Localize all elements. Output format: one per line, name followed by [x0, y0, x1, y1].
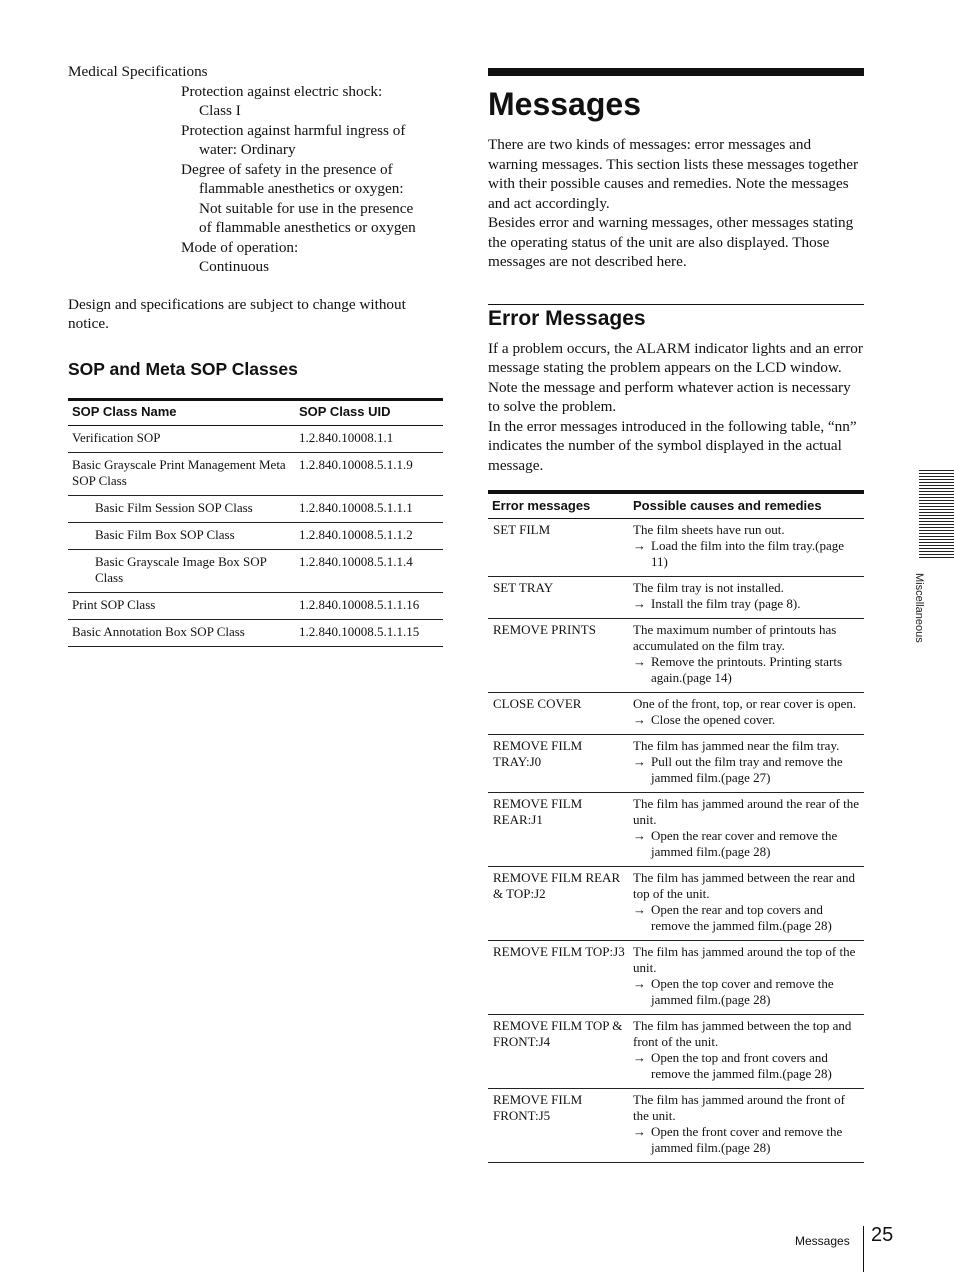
sop-class-name: Basic Annotation Box SOP Class — [68, 619, 295, 646]
sop-class-name: Basic Grayscale Image Box SOP Class — [68, 549, 295, 592]
cause-text: The film sheets have run out. — [633, 522, 785, 537]
sop-class-name: Basic Grayscale Print Management Meta SOP Class — [68, 452, 295, 495]
section-tab-label — [912, 573, 926, 653]
page-number: 25 — [871, 1224, 894, 1246]
table-row — [488, 793, 864, 867]
cause-remedy-cell — [629, 867, 864, 941]
table-row — [68, 425, 443, 452]
remedy-text: Open the top and front covers and remove the jammed film.(page 28) — [651, 1050, 832, 1081]
sop-class-uid: 1.2.840.10008.1.1 — [295, 425, 443, 452]
table-row — [488, 519, 864, 577]
error-message: SET FILM — [488, 519, 629, 577]
error-message: REMOVE PRINTS — [488, 619, 629, 693]
spec-label: Protection against electric shock: — [181, 82, 383, 100]
remedy — [633, 712, 860, 728]
remedy-text: Open the rear and top covers and remove the jammed film.(page 28) — [651, 902, 832, 933]
column-header-error-messages: Error messages — [488, 492, 629, 519]
sop-class-uid: 1.2.840.10008.5.1.1.4 — [295, 549, 443, 592]
section-rule — [488, 304, 864, 305]
column-header-causes-remedies: Possible causes and remedies — [629, 492, 864, 519]
spec-value: Class I — [199, 102, 241, 119]
left-column — [68, 62, 444, 647]
footer-section-label: Messages — [795, 1234, 850, 1248]
spec-label: Degree of safety in the presence of — [181, 160, 393, 178]
sop-class-uid: 1.2.840.10008.5.1.1.2 — [295, 522, 443, 549]
table-row — [488, 735, 864, 793]
sop-class-name: Basic Film Box SOP Class — [68, 522, 295, 549]
table-row — [68, 495, 443, 522]
table-row — [488, 941, 864, 1015]
table-row — [488, 867, 864, 941]
error-message: REMOVE FILM REAR & TOP:J2 — [488, 867, 629, 941]
remedy-text: Load the film into the film tray.(page 11) — [651, 538, 845, 569]
spec-label: Protection against harmful ingress of — [181, 121, 406, 139]
remedy — [633, 1124, 860, 1156]
error-message: REMOVE FILM FRONT:J5 — [488, 1089, 629, 1163]
cause-remedy-cell — [629, 519, 864, 577]
intro-paragraph: There are two kinds of messages: error messages and warning messages. This section lists these messages together with their possible causes and remedies. Note the messages and act accordingly. — [488, 136, 859, 212]
remedy-text: Open the front cover and remove the jammed film.(page 28) — [651, 1124, 843, 1155]
remedy — [633, 902, 860, 934]
remedy-text: Remove the printouts. Printing starts again.(page 14) — [651, 654, 843, 685]
cause-remedy-cell — [629, 793, 864, 867]
arrow-right-icon: → — [633, 538, 646, 553]
arrow-right-icon: → — [633, 754, 646, 769]
cause-text: The film has jammed around the front of the unit. — [633, 1092, 845, 1123]
sop-class-uid: 1.2.840.10008.5.1.1.16 — [295, 592, 443, 619]
section-tab-text: Miscellaneous — [913, 573, 925, 643]
error-message: SET TRAY — [488, 577, 629, 619]
title-rule — [488, 68, 864, 76]
arrow-right-icon: → — [633, 1050, 646, 1065]
arrow-right-icon: → — [633, 712, 646, 727]
column-header-sop-class-uid: SOP Class UID — [295, 399, 443, 425]
spec-electric-shock — [68, 82, 444, 121]
arrow-right-icon: → — [633, 828, 646, 843]
cause-remedy-cell — [629, 577, 864, 619]
cause-text: The maximum number of printouts has accumulated on the film tray. — [633, 622, 837, 653]
remedy — [633, 1050, 860, 1082]
cause-remedy-cell — [629, 941, 864, 1015]
cause-text: One of the front, top, or rear cover is open. — [633, 696, 857, 711]
sop-class-uid: 1.2.840.10008.5.1.1.1 — [295, 495, 443, 522]
table-row — [68, 592, 443, 619]
cause-remedy-cell — [629, 735, 864, 793]
intro-text — [488, 135, 864, 272]
error-message: REMOVE FILM TOP:J3 — [488, 941, 629, 1015]
cause-remedy-cell — [629, 619, 864, 693]
arrow-right-icon: → — [633, 654, 646, 669]
spec-label: Mode of operation: — [181, 238, 299, 256]
specifications-notice: Design and specifications are subject to change without notice. — [68, 295, 406, 332]
table-row — [488, 577, 864, 619]
error-message: REMOVE FILM TOP & FRONT:J4 — [488, 1015, 629, 1089]
remedy-text: Open the top cover and remove the jammed film.(page 28) — [651, 976, 834, 1007]
page-title: Messages — [488, 86, 641, 122]
error-messages-heading: Error Messages — [488, 306, 646, 330]
sop-class-name: Verification SOP — [68, 425, 295, 452]
sop-classes-table — [68, 398, 443, 647]
spec-value-line: of flammable anesthetics or oxygen — [199, 219, 416, 236]
intro-paragraph: Besides error and warning messages, other messages stating the operating status of the unit are also displayed. Those messages are not described here. — [488, 214, 854, 270]
spec-safety-anesthetics — [68, 160, 444, 238]
sop-classes-heading: SOP and Meta SOP Classes — [68, 358, 298, 379]
remedy-text: Open the rear cover and remove the jammed film.(page 28) — [651, 828, 838, 859]
remedy-text: Close the opened cover. — [651, 712, 776, 727]
cause-remedy-cell — [629, 1089, 864, 1163]
table-row — [488, 693, 864, 735]
spec-value-line: flammable anesthetics or oxygen: — [199, 180, 404, 197]
cause-remedy-cell — [629, 693, 864, 735]
remedy-text: Install the film tray (page 8). — [651, 596, 801, 611]
remedy — [633, 654, 860, 686]
table-row — [488, 1089, 864, 1163]
spec-value-line: Not suitable for use in the presence — [199, 199, 414, 217]
arrow-right-icon: → — [633, 596, 646, 611]
table-row — [68, 549, 443, 592]
spec-value: water: Ordinary — [199, 141, 296, 158]
arrow-right-icon: → — [633, 1124, 646, 1139]
table-row — [68, 619, 443, 646]
sop-class-name: Basic Film Session SOP Class — [68, 495, 295, 522]
table-row — [68, 522, 443, 549]
right-column — [488, 68, 864, 1163]
cause-text: The film has jammed around the top of the unit. — [633, 944, 856, 975]
cause-text: The film has jammed near the film tray. — [633, 738, 840, 753]
table-header-row — [68, 399, 443, 425]
remedy — [633, 828, 860, 860]
error-intro-paragraph: If a problem occurs, the ALARM indicator lights and an error message stating the problem appears on the LCD window. Note the message and perform whatever action is necessary to solve the problem. — [488, 339, 863, 415]
error-message: REMOVE FILM REAR:J1 — [488, 793, 629, 867]
cause-remedy-cell — [629, 1015, 864, 1089]
remedy — [633, 976, 860, 1008]
cause-text: The film has jammed around the rear of the unit. — [633, 796, 859, 827]
cause-text: The film tray is not installed. — [633, 580, 784, 595]
error-message: CLOSE COVER — [488, 693, 629, 735]
spec-value: Continuous — [199, 258, 270, 275]
remedy — [633, 538, 860, 570]
error-messages-table — [488, 490, 864, 1163]
table-header-row — [488, 492, 864, 519]
error-message: REMOVE FILM TRAY:J0 — [488, 735, 629, 793]
spec-mode-operation — [68, 238, 444, 277]
spec-ingress-water — [68, 121, 444, 160]
section-tab-marker — [919, 470, 954, 560]
table-row — [488, 619, 864, 693]
column-header-sop-class-name: SOP Class Name — [68, 399, 295, 425]
sop-class-name: Print SOP Class — [68, 592, 295, 619]
remedy — [633, 596, 860, 612]
arrow-right-icon: → — [633, 902, 646, 917]
medical-specifications-heading: Medical Specifications — [68, 63, 208, 80]
table-row — [488, 1015, 864, 1089]
error-intro-text — [488, 339, 864, 476]
remedy-text: Pull out the film tray and remove the jammed film.(page 27) — [651, 754, 843, 785]
table-row — [68, 452, 443, 495]
sop-class-uid: 1.2.840.10008.5.1.1.9 — [295, 452, 443, 495]
sop-class-uid: 1.2.840.10008.5.1.1.15 — [295, 619, 443, 646]
footer-divider — [863, 1226, 864, 1272]
remedy — [633, 754, 860, 786]
cause-text: The film has jammed between the top and front of the unit. — [633, 1018, 852, 1049]
error-intro-paragraph: In the error messages introduced in the following table, “nn” indicates the number of the symbol displayed in the actual message. — [488, 417, 857, 474]
cause-text: The film has jammed between the rear and top of the unit. — [633, 870, 855, 901]
arrow-right-icon: → — [633, 976, 646, 991]
